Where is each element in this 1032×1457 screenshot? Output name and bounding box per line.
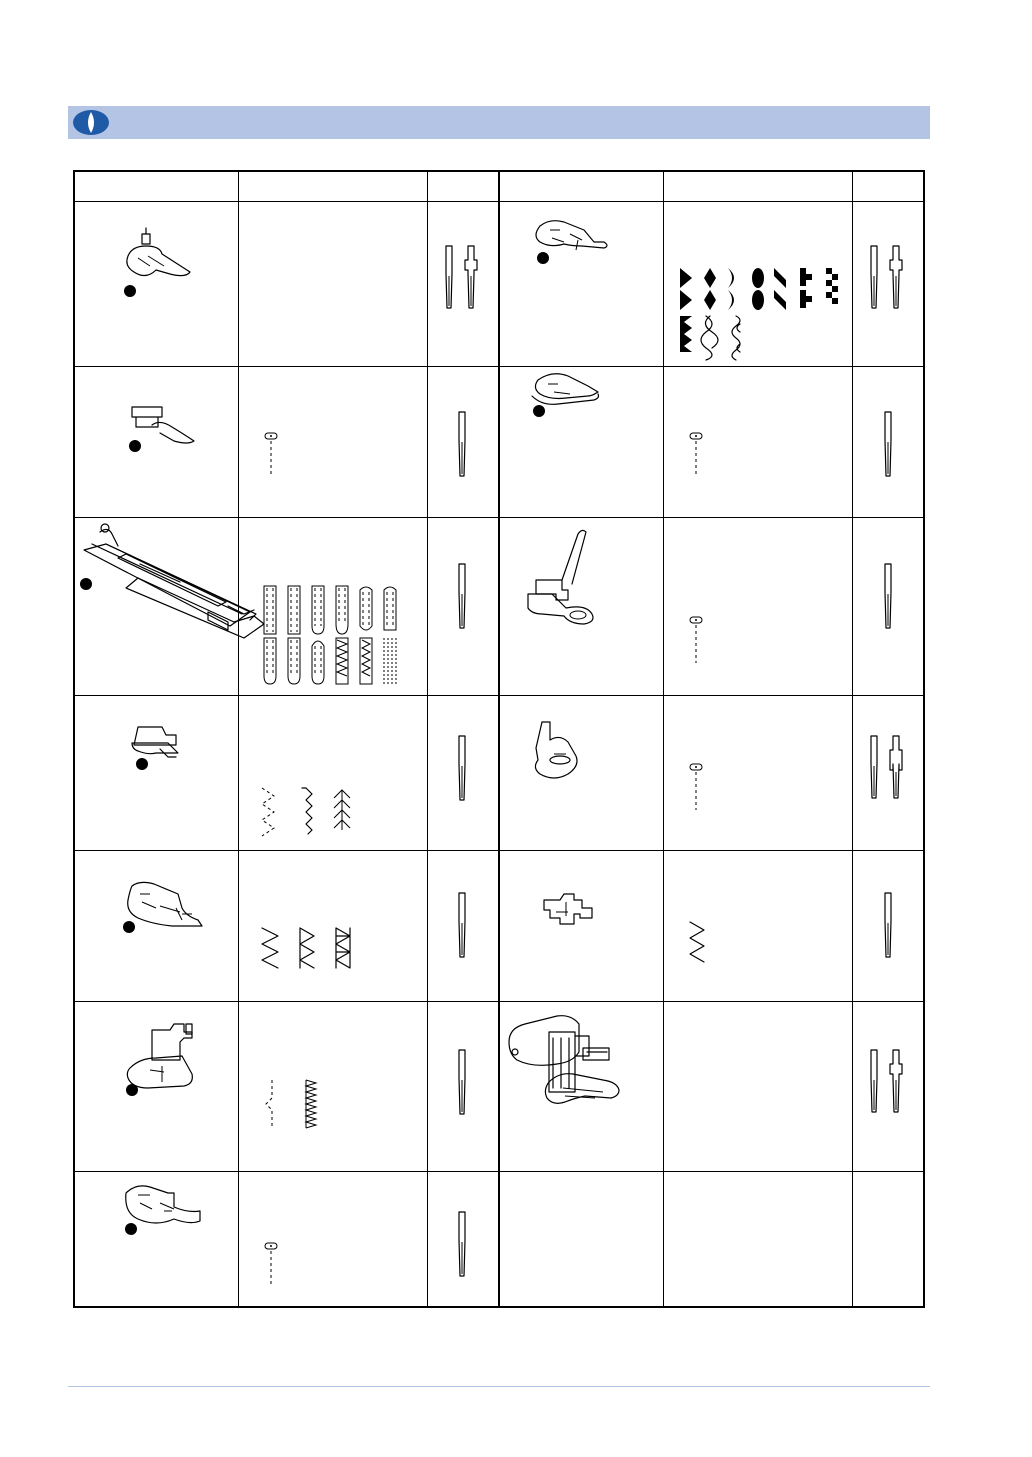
straight-stitch-icon: [265, 433, 277, 477]
single-needle-icon: [459, 893, 465, 957]
buttonhole-foot-icon: [80, 524, 264, 638]
presser-foot-icon: [124, 228, 190, 297]
single-needle-icon: [459, 1050, 465, 1114]
twin-needle-icon: [871, 736, 902, 798]
presser-foot-icon: [129, 407, 194, 452]
footer-rule: [68, 1386, 930, 1387]
darning-foot-icon: [535, 722, 577, 778]
single-needle-icon: [885, 412, 891, 476]
zigzag-pattern: [690, 922, 704, 962]
walking-foot-icon: [509, 1016, 619, 1104]
decorative-satin-patterns: [680, 268, 838, 310]
straight-stitch-icon: [690, 433, 702, 477]
twin-needle-icon: [446, 246, 477, 308]
straight-stitch-icon: [690, 764, 702, 810]
buttonhole-patterns: [264, 586, 396, 684]
straight-stitch-icon: [265, 1243, 277, 1287]
overcasting-foot-icon: [123, 882, 202, 933]
decorative-satin-patterns-row2: [680, 316, 740, 360]
single-needle-icon: [459, 412, 465, 476]
blind-stitch-patterns: [266, 1080, 316, 1128]
zigzag-foot-icon: [132, 727, 178, 770]
button-sewing-foot-icon: [528, 530, 593, 624]
single-needle-icon: [459, 564, 465, 628]
zipper-foot-icon: [125, 1186, 200, 1235]
blind-stitch-foot-icon: [126, 1024, 192, 1096]
overcast-variant-patterns: [262, 928, 350, 968]
twin-needle-icon: [871, 246, 902, 308]
single-needle-icon: [885, 564, 891, 628]
single-needle-icon: [885, 893, 891, 957]
quilting-foot-icon: [532, 374, 599, 417]
cording-foot-icon: [544, 894, 592, 924]
straight-stitch-icon: [690, 617, 702, 663]
zigzag-variant-patterns: [262, 788, 350, 836]
single-needle-icon: [459, 736, 465, 800]
satin-foot-icon: [536, 221, 607, 264]
twin-needle-icon: [871, 1050, 902, 1112]
single-needle-icon: [459, 1212, 465, 1276]
